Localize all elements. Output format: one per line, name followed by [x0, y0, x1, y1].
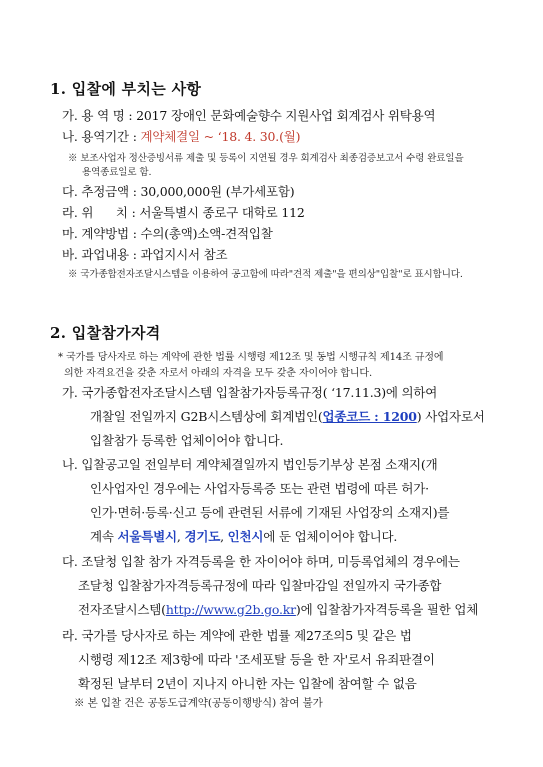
item-task-content [62, 245, 227, 263]
intro-line2: 의한 자격요건을 갖춘 자로서 아래의 자격을 모두 갖춘 자이어야 합니다. [64, 368, 373, 379]
req-d-line2: 시행령 제12조 제3항에 따라 '조세포탈 등을 한 자'로서 유죄판결이 [78, 652, 435, 667]
req-d-line1: 라. 국가를 당사자로 하는 계약에 관한 법률 제27조의5 및 같은 법 [62, 628, 412, 643]
item-label: 나. 용역기간 : [62, 129, 141, 144]
region-gyeonggi: 경기도 [184, 529, 221, 544]
section-2-heading: 2. 입찰참가자격 [50, 324, 161, 342]
g2b-url-link[interactable]: http://www.g2b.go.kr [165, 602, 296, 617]
item-value: 2017 장애인 문화예술향수 지원사업 회계검사 위탁용역 [136, 108, 436, 123]
item-value: 계약체결일 ~ ‘18. 4. 30.(월) [140, 129, 301, 144]
sep: , [220, 529, 228, 544]
item-value: 30,000,000원 (부가세포함) [140, 184, 295, 199]
note-period-line1: ※ 보조사업자 정산증빙서류 제출 및 등록이 지연될 경우 회계검사 최종검증보고서 수령 완료일을 [68, 153, 464, 164]
item-label: 가. 용 역 명 : [62, 108, 137, 123]
req-a-line2-tail: ) 사업자로서 [416, 409, 485, 424]
item-label: 마. 계약방법 : [62, 226, 141, 241]
item-location [62, 203, 305, 221]
sep: , [176, 529, 185, 544]
req-b-line3: 인가·면허·등록·신고 등에 관련된 서류에 기재된 사업장의 소재지)를 [90, 505, 450, 520]
item-service-name [62, 106, 435, 124]
req-c-line3 [78, 600, 478, 618]
intro-line1: * 국가를 당사자로 하는 계약에 관한 법률 시행령 제12조 및 동법 시행규칙 제14조 규정에 [58, 352, 444, 363]
item-label: 다. 추정금액 : [62, 184, 141, 199]
req-c-line1: 다. 조달청 입찰 참가 자격등록을 한 자이어야 하며, 미등록업체의 경우에는 [62, 554, 460, 569]
item-label: 바. 과업내용 : [62, 247, 141, 262]
req-b-line2: 인사업자인 경우에는 사업자등록증 또는 관련 법령에 따른 허가· [90, 481, 429, 496]
req-c-line3-pre: 전자조달시스템( [78, 602, 166, 617]
req-b-line1: 나. 입찰공고일 전일부터 계약체결일까지 법인등기부상 본점 소재지(개 [62, 457, 438, 472]
item-service-period [62, 127, 300, 145]
req-b-line4-pre: 계속 [90, 529, 118, 544]
req-d-line3: 확정된 날부터 2년이 지나지 아니한 자는 입찰에 참여할 수 없음 [78, 676, 417, 691]
item-value: 과업지시서 참조 [140, 247, 228, 262]
item-value: 서울특별시 종로구 대학로 112 [139, 205, 305, 220]
region-seoul: 서울특별시 [117, 529, 177, 544]
req-c-line2: 조달청 입찰참가자격등록규정에 따라 입찰마감일 전일까지 국가종합 [78, 578, 442, 593]
req-a-line3: 입찰참가 등록한 업체이어야 합니다. [90, 433, 284, 448]
req-a-line2 [90, 407, 485, 425]
item-contract-method [62, 224, 273, 242]
industry-code-link[interactable]: 업종코드 : 1200 [322, 409, 417, 424]
req-a-line2-text: 개찰일 전일까지 G2B시스템상에 회계법인( [90, 409, 323, 424]
req-c-line3-tail: )에 입찰참가자격등록을 필한 업체 [295, 602, 479, 617]
req-b-line4-tail: 에 둔 업체이어야 합니다. [263, 529, 398, 544]
joint-contract-note: ※ 본 입찰 건은 공동도급계약(공동이행방식) 참여 불가 [74, 697, 323, 709]
section-1-heading: 1. 입찰에 부치는 사항 [50, 80, 202, 98]
req-a-line1: 가. 국가종합전자조달시스템 입찰참가자등록규정( ‘17.11.3)에 의하여 [62, 385, 438, 400]
note-period-line2: 용역종료일로 함. [82, 167, 152, 178]
item-estimated-amount [62, 182, 294, 200]
item-value: 수의(총액)소액-견적입찰 [140, 226, 273, 241]
note-quote-as-bid: ※ 국가종합전자조달시스템을 이용하여 공고함에 따라"견적 제출"을 편의상"입찰"로 표시합니다. [68, 269, 463, 280]
req-b-line4 [90, 527, 397, 545]
region-incheon: 인천시 [227, 529, 264, 544]
item-label: 라. 위 치 : [62, 205, 140, 220]
